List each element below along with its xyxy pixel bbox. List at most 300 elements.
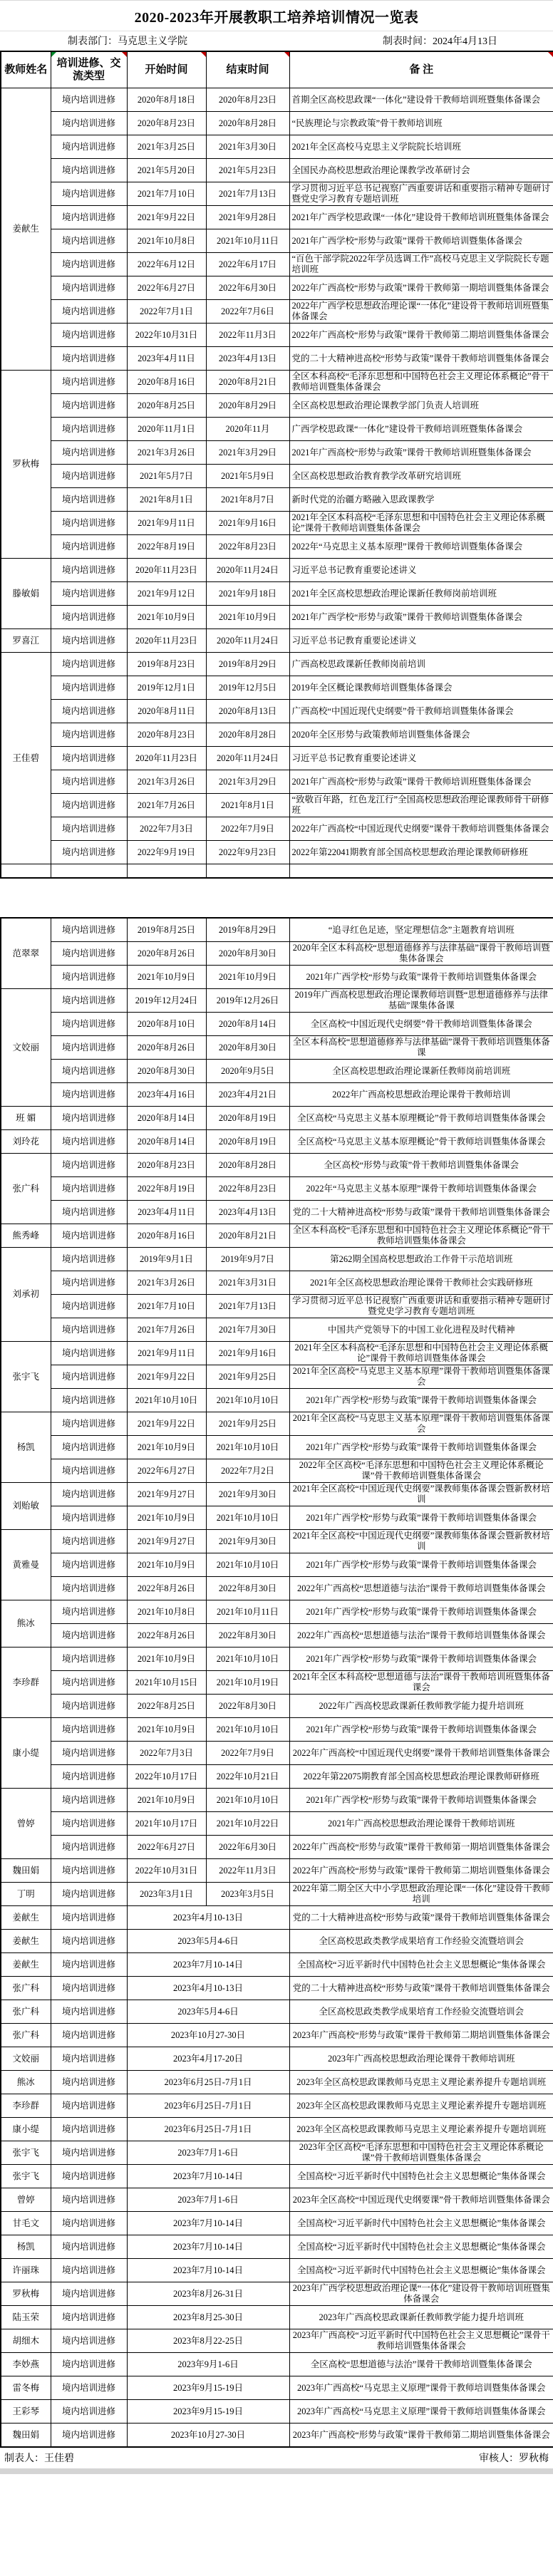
start-date-cell: 2022年7月1日 xyxy=(127,300,206,324)
start-date-cell: 2022年10月17日 xyxy=(127,1765,206,1789)
start-date-cell: 2021年10月9日 xyxy=(127,1553,206,1577)
comment-marker-icon xyxy=(284,52,289,57)
training-type-cell: 境内培训进修 xyxy=(51,676,127,700)
teacher-name-cell: 曾婷 xyxy=(1,1789,51,1859)
remark-cell: 2022年广西高校“思想道德与法治”课骨干教师培训暨集体备课会 xyxy=(289,1577,553,1600)
teacher-name-cell xyxy=(1,864,51,879)
training-type-cell: 境内培训进修 xyxy=(51,2353,127,2376)
table-row xyxy=(1,606,553,629)
training-type-cell: 境内培训进修 xyxy=(51,253,127,276)
remark-cell: 2023年广西高校“形势与政策”课骨干教师第二期培训暨集体备课会 xyxy=(289,2424,553,2448)
teacher-name-cell: 丁明 xyxy=(1,1883,51,1906)
remark-cell: 2023年全区高校思政课教师马克思主义理论素养提升专题培训班 xyxy=(289,2071,553,2094)
training-type-cell: 境内培训进修 xyxy=(51,2282,127,2306)
table-row xyxy=(1,1459,553,1483)
col-header-teacher-name: 教师姓名 xyxy=(1,51,51,88)
date-range-cell: 2023年5月4-6日 xyxy=(127,2000,289,2024)
table-row xyxy=(1,2376,553,2400)
training-type-cell: 境内培训进修 xyxy=(51,2212,127,2235)
remark-cell: 党的二十大精神进高校“形势与政策”课骨干教师培训暨集体备课会 xyxy=(289,1977,553,2000)
table-row xyxy=(1,371,553,394)
remark-cell: 2021年全区高校“马克思主义基本原理”课骨干教师培训暨集体备课会 xyxy=(289,1412,553,1436)
training-type-cell: 境内培训进修 xyxy=(51,989,127,1013)
table-row xyxy=(1,2024,553,2047)
training-type-cell: 境内培训进修 xyxy=(51,2400,127,2424)
start-date-cell: 2021年10月9日 xyxy=(127,1789,206,1812)
remark-cell: 2020年全区形势与政策教师培训暨集体备课会 xyxy=(289,723,553,747)
end-date-cell: 2021年9月18日 xyxy=(206,582,289,606)
training-type-cell: 境内培训进修 xyxy=(51,2235,127,2259)
end-date-cell: 2021年10月11日 xyxy=(206,1600,289,1624)
remark-cell: 2023年广西高校“马克思主义原理”课骨干教师培训暨集体备课会 xyxy=(289,2400,553,2424)
training-type-cell: 境内培训进修 xyxy=(51,700,127,723)
training-type-cell: 境内培训进修 xyxy=(51,1577,127,1600)
training-type-cell: 境内培训进修 xyxy=(51,2047,127,2071)
remark-cell: 2021年广西学校思政课“一体化”建设骨干教师培训班暨集体备课会 xyxy=(289,206,553,229)
table-row xyxy=(1,1130,553,1154)
remark-cell: 2021年广西学校“形势与政策”课骨干教师培训暨集体备课会 xyxy=(289,1436,553,1459)
teacher-name-cell: 张广科 xyxy=(1,1154,51,1224)
table-row xyxy=(1,653,553,676)
start-date-cell: 2021年5月7日 xyxy=(127,465,206,488)
remark-cell: 全区高校“形势与政策”骨干教师培训暨集体备课会 xyxy=(289,1154,553,1177)
start-date-cell: 2022年10月31日 xyxy=(127,1859,206,1883)
start-date-cell: 2021年10月15日 xyxy=(127,1671,206,1695)
remark-cell: 2021年全区高校马克思主义学院院长培训班 xyxy=(289,135,553,159)
end-date-cell: 2021年10月9日 xyxy=(206,966,289,989)
training-table-1 xyxy=(0,51,553,879)
start-date-cell: 2021年3月25日 xyxy=(127,135,206,159)
table-row xyxy=(1,817,553,841)
remark-cell: 全区本科高校“毛泽东思想和中国特色社会主义理论体系概论”骨干教师培训暨集体备课会 xyxy=(289,371,553,394)
remark-cell: 2022年第22041期教育部全国高校思想政治理论课教师研修班 xyxy=(289,841,553,864)
end-date-cell: 2020年8月29日 xyxy=(206,394,289,418)
training-table-block-2 xyxy=(0,917,553,2448)
date-range-cell: 2023年7月1-6日 xyxy=(127,2141,289,2165)
end-date-cell: 2022年7月9日 xyxy=(206,817,289,841)
teacher-name-cell: 张宇飞 xyxy=(1,2141,51,2165)
training-type-cell: 境内培训进修 xyxy=(51,1859,127,1883)
teacher-name-cell: 张宇飞 xyxy=(1,2165,51,2188)
remark-cell: 2023年广西学校思想政治理论课“一体化”建设骨干教师培训班暨集体备课会 xyxy=(289,2282,553,2306)
training-type-cell: 境内培训进修 xyxy=(51,1412,127,1436)
start-date-cell: 2022年9月19日 xyxy=(127,841,206,864)
table-row xyxy=(1,1812,553,1836)
training-type-cell: 境内培训进修 xyxy=(51,747,127,770)
date-range-cell: 2023年6月25日-7月1日 xyxy=(127,2071,289,2094)
teacher-name-cell: 刘玲花 xyxy=(1,1130,51,1154)
end-date-cell: 2021年5月23日 xyxy=(206,159,289,182)
teacher-name-cell: 杨凯 xyxy=(1,2235,51,2259)
start-date-cell: 2020年11月1日 xyxy=(127,418,206,441)
table-row xyxy=(1,1154,553,1177)
end-date-cell: 2021年3月29日 xyxy=(206,441,289,465)
remark-cell xyxy=(289,864,553,879)
remark-cell: 2021年广西高校“形势与政策”课骨干教师培训班暨集体备课会 xyxy=(289,441,553,465)
date-range-cell: 2023年10月27-30日 xyxy=(127,2424,289,2448)
end-date-cell: 2022年7月2日 xyxy=(206,1459,289,1483)
training-type-cell: 境内培训进修 xyxy=(51,1930,127,1953)
end-date-cell: 2022年8月23日 xyxy=(206,535,289,559)
table-row xyxy=(1,770,553,794)
training-type-cell: 境内培训进修 xyxy=(51,1506,127,1530)
training-type-cell: 境内培训进修 xyxy=(51,1718,127,1742)
remark-cell: 全区本科高校“毛泽东思想和中国特色社会主义理论体系概论”骨干教师培训暨集体备课会 xyxy=(289,1224,553,1248)
end-date-cell: 2021年10月22日 xyxy=(206,1812,289,1836)
table-row xyxy=(1,2141,553,2165)
training-type-cell: 境内培训进修 xyxy=(51,159,127,182)
teacher-name-cell: 罗秋梅 xyxy=(1,2282,51,2306)
start-date-cell: 2021年10月9日 xyxy=(127,606,206,629)
table-row xyxy=(1,1530,553,1553)
table-row xyxy=(1,2071,553,2094)
start-date-cell: 2022年8月19日 xyxy=(127,535,206,559)
table-row xyxy=(1,1412,553,1436)
start-date-cell: 2020年8月30日 xyxy=(127,1060,206,1083)
remark-cell: 全国高校“习近平新时代中国特色社会主义思想概论”集体备课会 xyxy=(289,2259,553,2282)
remark-cell: 2022年广西高校“形势与政策”课骨干教师第二期培训暨集体备课会 xyxy=(289,324,553,347)
table-row xyxy=(1,1624,553,1647)
table-row xyxy=(1,2212,553,2235)
teacher-name-cell: 黄雅曼 xyxy=(1,1530,51,1600)
end-date-cell: 2022年11月3日 xyxy=(206,324,289,347)
training-type-cell: 境内培训进修 xyxy=(51,1318,127,1342)
table-row xyxy=(1,1695,553,1718)
end-date-cell: 2021年10月9日 xyxy=(206,606,289,629)
teacher-name-cell: 张广科 xyxy=(1,2000,51,2024)
start-date-cell: 2020年8月11日 xyxy=(127,700,206,723)
teacher-name-cell: 罗喜江 xyxy=(1,629,51,653)
training-type-cell: 境内培训进修 xyxy=(51,2306,127,2329)
remark-cell: “百色干部学院2022年学员选调工作”高校马克思主义学院院长专题培训班 xyxy=(289,253,553,276)
table-row xyxy=(1,276,553,300)
remark-cell: 2022年“马克思主义基本原理”课骨干教师培训暨集体备课会 xyxy=(289,535,553,559)
end-date-cell: 2021年10月11日 xyxy=(206,229,289,253)
teacher-name-cell: 曾婷 xyxy=(1,2188,51,2212)
remark-cell: 2020年全区本科高校“思想道德修养与法律基础”课骨干教师培训暨集体备课会 xyxy=(289,942,553,966)
table-row xyxy=(1,2094,553,2118)
remark-cell: 全国高校“习近平新时代中国特色社会主义思想概论”集体备课会 xyxy=(289,1953,553,1977)
start-date-cell: 2021年10月9日 xyxy=(127,1506,206,1530)
start-date-cell: 2021年10月9日 xyxy=(127,1718,206,1742)
start-date-cell: 2021年7月10日 xyxy=(127,182,206,206)
date-range-cell: 2023年4月10-13日 xyxy=(127,1977,289,2000)
table-row xyxy=(1,1107,553,1130)
start-date-cell: 2019年8月23日 xyxy=(127,653,206,676)
table-row xyxy=(1,1930,553,1953)
training-type-cell: 境内培训进修 xyxy=(51,512,127,535)
start-date-cell: 2023年4月16日 xyxy=(127,1083,206,1107)
training-type-cell: 境内培训进修 xyxy=(51,1977,127,2000)
end-date-cell: 2020年8月19日 xyxy=(206,1130,289,1154)
start-date-cell: 2020年8月16日 xyxy=(127,1224,206,1248)
training-type-cell: 境内培训进修 xyxy=(51,1436,127,1459)
teacher-name-cell: 刘贻敏 xyxy=(1,1483,51,1530)
table-row xyxy=(1,1060,553,1083)
remark-cell: 2021年广西学校“形势与政策”课骨干教师培训暨集体备课会 xyxy=(289,1647,553,1671)
training-type-cell: 境内培训进修 xyxy=(51,1389,127,1412)
table-row xyxy=(1,253,553,276)
table-row xyxy=(1,2000,553,2024)
training-type-cell: 境内培训进修 xyxy=(51,1530,127,1553)
end-date-cell: 2020年8月28日 xyxy=(206,112,289,135)
start-date-cell: 2019年12月24日 xyxy=(127,989,206,1013)
remark-cell: 全区高校“中国近现代史纲要”骨干教师培训暨集体备课会 xyxy=(289,1013,553,1036)
table-row xyxy=(1,1177,553,1201)
date-range-cell: 2023年9月15-19日 xyxy=(127,2376,289,2400)
remark-cell: 2021年广西学校“形势与政策”课骨干教师培训暨集体备课会 xyxy=(289,1506,553,1530)
table-row xyxy=(1,112,553,135)
teacher-name-cell: 文姣丽 xyxy=(1,2047,51,2071)
comment-marker-icon xyxy=(548,52,553,57)
teacher-name-cell: 张宇飞 xyxy=(1,1342,51,1412)
table-row xyxy=(1,1859,553,1883)
training-type-cell: 境内培训进修 xyxy=(51,371,127,394)
end-date-cell: 2021年10月10日 xyxy=(206,1718,289,1742)
training-type-cell: 境内培训进修 xyxy=(51,2024,127,2047)
start-date-cell: 2023年4月11日 xyxy=(127,347,206,371)
remark-cell: 全区高校“马克思主义基本原理概论”骨干教师培训暨集体备课会 xyxy=(289,1130,553,1154)
training-type-cell: 境内培训进修 xyxy=(51,1483,127,1506)
table-row xyxy=(1,418,553,441)
start-date-cell: 2021年10月8日 xyxy=(127,229,206,253)
table-row xyxy=(1,182,553,206)
start-date-cell: 2021年9月12日 xyxy=(127,582,206,606)
table-row xyxy=(1,1671,553,1695)
teacher-name-cell: 张广科 xyxy=(1,2024,51,2047)
remark-cell: 2022年广西高校思想政治理论课骨干教师培训 xyxy=(289,1083,553,1107)
start-date-cell: 2022年10月31日 xyxy=(127,324,206,347)
training-type-cell: 境内培训进修 xyxy=(51,559,127,582)
table-row xyxy=(1,2047,553,2071)
remark-cell: 2021年全区高校“马克思主义基本原理”课骨干教师培训暨集体备课会 xyxy=(289,1365,553,1389)
table-row xyxy=(1,1083,553,1107)
remark-cell: 2022年广西高校“形势与政策”课骨干教师第一期培训暨集体备课会 xyxy=(289,276,553,300)
start-date-cell: 2021年10月17日 xyxy=(127,1812,206,1836)
start-date-cell xyxy=(127,864,206,879)
training-type-cell: 境内培训进修 xyxy=(51,112,127,135)
training-table-block-1 xyxy=(0,51,553,879)
table-row xyxy=(1,1036,553,1060)
training-type-cell: 境内培训进修 xyxy=(51,135,127,159)
start-date-cell: 2019年9月1日 xyxy=(127,1248,206,1271)
remark-cell: 2022年广西高校思政课新任教师教学能力提升培训班 xyxy=(289,1695,553,1718)
teacher-name-cell: 李妙燕 xyxy=(1,2353,51,2376)
start-date-cell: 2022年7月3日 xyxy=(127,1742,206,1765)
end-date-cell: 2023年4月13日 xyxy=(206,347,289,371)
training-type-cell: 境内培训进修 xyxy=(51,1836,127,1859)
end-date-cell: 2021年5月9日 xyxy=(206,465,289,488)
remark-cell: 全区本科高校“思想道德修养与法律基础”课骨干教师培训暨集体备课 xyxy=(289,1036,553,1060)
end-date-cell: 2020年8月28日 xyxy=(206,1154,289,1177)
teacher-name-cell: 杨凯 xyxy=(1,1412,51,1483)
end-date-cell: 2020年8月21日 xyxy=(206,371,289,394)
training-type-cell: 境内培训进修 xyxy=(51,300,127,324)
table-row xyxy=(1,1436,553,1459)
start-date-cell: 2021年9月22日 xyxy=(127,206,206,229)
table-row xyxy=(1,1953,553,1977)
start-date-cell: 2021年10月9日 xyxy=(127,1436,206,1459)
training-type-cell: 境内培训进修 xyxy=(51,1060,127,1083)
table-row xyxy=(1,1013,553,1036)
remark-cell: 2023年全区高校“中国近现代史纲要课”骨干教师培训暨集体备课会 xyxy=(289,2188,553,2212)
teacher-name-cell: 康小缇 xyxy=(1,2118,51,2141)
training-type-cell: 境内培训进修 xyxy=(51,1624,127,1647)
table-row xyxy=(1,1883,553,1906)
remark-cell: 2021年广西高校思想政治理论课骨干教师培训班 xyxy=(289,1812,553,1836)
end-date-cell: 2021年7月30日 xyxy=(206,1318,289,1342)
table-row xyxy=(1,966,553,989)
table-row xyxy=(1,1271,553,1295)
table-row xyxy=(1,1647,553,1671)
start-date-cell: 2022年8月26日 xyxy=(127,1577,206,1600)
end-date-cell: 2020年9月5日 xyxy=(206,1060,289,1083)
table-row xyxy=(1,989,553,1013)
table-row xyxy=(1,2259,553,2282)
date-range-cell: 2023年7月10-14日 xyxy=(127,2212,289,2235)
table-row xyxy=(1,324,553,347)
table-row xyxy=(1,1789,553,1812)
start-date-cell: 2020年8月26日 xyxy=(127,1036,206,1060)
start-date-cell: 2020年8月16日 xyxy=(127,371,206,394)
table-row xyxy=(1,512,553,535)
start-date-cell: 2020年8月14日 xyxy=(127,1107,206,1130)
training-type-cell: 境内培训进修 xyxy=(51,2188,127,2212)
start-date-cell: 2021年3月26日 xyxy=(127,770,206,794)
start-date-cell: 2021年9月11日 xyxy=(127,1342,206,1365)
table-row xyxy=(1,1742,553,1765)
table-row xyxy=(1,2188,553,2212)
training-type-cell: 境内培训进修 xyxy=(51,1013,127,1036)
training-type-cell: 境内培训进修 xyxy=(51,1742,127,1765)
training-type-cell: 境内培训进修 xyxy=(51,1036,127,1060)
remark-cell: “致敬百年路，红色龙江行”全国高校思想政治理论课教师骨干研修班 xyxy=(289,794,553,817)
start-date-cell: 2022年8月26日 xyxy=(127,1624,206,1647)
training-type-cell: 境内培训进修 xyxy=(51,2118,127,2141)
table-row xyxy=(1,676,553,700)
remark-cell: 2021年广西学校“形势与政策”课骨干教师培训暨集体备课会 xyxy=(289,606,553,629)
start-date-cell: 2021年9月27日 xyxy=(127,1483,206,1506)
date-range-cell: 2023年4月17-20日 xyxy=(127,2047,289,2071)
remark-cell: 2022年第二期全区大中小学思想政治理论课“一体化”建设骨干教师培训 xyxy=(289,1883,553,1906)
remark-cell: 2021年广西学校“形势与政策”课骨干教师培训暨集体备课会 xyxy=(289,229,553,253)
date-range-cell: 2023年7月10-14日 xyxy=(127,2259,289,2282)
remark-cell: 新时代党的治疆方略融入思政课教学 xyxy=(289,488,553,512)
remark-cell: 2021年广西学校“形势与政策”课骨干教师培训暨集体备课会 xyxy=(289,1553,553,1577)
table-row xyxy=(1,441,553,465)
training-type-cell: 境内培训进修 xyxy=(51,1201,127,1224)
date-range-cell: 2023年7月10-14日 xyxy=(127,2165,289,2188)
teacher-name-cell: 姜献生 xyxy=(1,88,51,371)
table-row xyxy=(1,1389,553,1412)
end-date-cell: 2022年10月21日 xyxy=(206,1765,289,1789)
remark-cell: 2021年全区本科高校“毛泽东思想和中国特色社会主义理论体系概论”课骨干教师培训暨集体备课会 xyxy=(289,1342,553,1365)
table-row xyxy=(1,1295,553,1318)
table-row xyxy=(1,582,553,606)
end-date-cell: 2021年9月30日 xyxy=(206,1530,289,1553)
table-row xyxy=(1,1483,553,1506)
table-row xyxy=(1,1506,553,1530)
footer-reviewer: 审核人：罗秋梅 xyxy=(479,2453,549,2464)
end-date-cell: 2020年8月14日 xyxy=(206,1013,289,1036)
end-date-cell: 2023年4月13日 xyxy=(206,1201,289,1224)
training-type-cell: 境内培训进修 xyxy=(51,723,127,747)
remark-cell: 2021年全区本科高校“思想道德与法治”课骨干教师培训班暨集体备课会 xyxy=(289,1671,553,1695)
remark-cell: 2022年广西学校思想政治理论课“一体化”建设骨干教师培训班暨集体备课会 xyxy=(289,300,553,324)
footer-preparer: 制表人：王佳碧 xyxy=(4,2453,74,2464)
meta-row xyxy=(0,31,553,51)
training-type-cell: 境内培训进修 xyxy=(51,1789,127,1812)
start-date-cell: 2022年8月25日 xyxy=(127,1695,206,1718)
end-date-cell: 2020年8月30日 xyxy=(206,942,289,966)
remark-cell: 2023年全区高校思政课教师马克思主义理论素养提升专题培训班 xyxy=(289,2094,553,2118)
remark-cell: 广西高校“中国近现代史纲要”骨干教师培训暨集体备课会 xyxy=(289,700,553,723)
training-type-cell: 境内培训进修 xyxy=(51,2141,127,2165)
training-type-cell: 境内培训进修 xyxy=(51,2259,127,2282)
remark-cell: 2021年广西学校“形势与政策”课骨干教师培训暨集体备课会 xyxy=(289,966,553,989)
training-table-2 xyxy=(0,917,553,2448)
remark-cell: 2023年广西高校思政课新任教师教学能力提升培训班 xyxy=(289,2306,553,2329)
remark-cell: 党的二十大精神进高校“形势与政策”课骨干教师培训暨集体备课会 xyxy=(289,1201,553,1224)
end-date-cell: 2021年10月19日 xyxy=(206,1671,289,1695)
training-type-cell: 境内培训进修 xyxy=(51,2424,127,2448)
start-date-cell: 2020年8月14日 xyxy=(127,1130,206,1154)
remark-cell: 2023年广西高校“马克思主义原理”课骨干教师培训暨集体备课会 xyxy=(289,2376,553,2400)
end-date-cell: 2021年9月16日 xyxy=(206,1342,289,1365)
training-type-cell xyxy=(51,864,127,879)
remark-cell: 2023年广西高校“习近平新时代中国特色社会主义思想概论”课骨干教师培训暨集体备课会 xyxy=(289,2329,553,2353)
start-date-cell: 2021年3月26日 xyxy=(127,1271,206,1295)
start-date-cell: 2021年10月8日 xyxy=(127,1600,206,1624)
table-row xyxy=(1,794,553,817)
table-row xyxy=(1,2400,553,2424)
remark-cell: 2021年全区高校“中国近现代史纲要”课教师集体备课会暨新教材培训 xyxy=(289,1530,553,1553)
training-type-cell: 境内培训进修 xyxy=(51,1224,127,1248)
end-date-cell: 2021年10月10日 xyxy=(206,1436,289,1459)
end-date-cell: 2021年10月10日 xyxy=(206,1389,289,1412)
table-row xyxy=(1,723,553,747)
date-range-cell: 2023年6月25日-7月1日 xyxy=(127,2118,289,2141)
training-type-cell: 境内培训进修 xyxy=(51,629,127,653)
training-type-cell: 境内培训进修 xyxy=(51,347,127,371)
training-type-cell: 境内培训进修 xyxy=(51,1812,127,1836)
training-type-cell: 境内培训进修 xyxy=(51,817,127,841)
remark-cell: 2019年全区概论课教师培训暨集体备课会 xyxy=(289,676,553,700)
table-row xyxy=(1,942,553,966)
end-date-cell: 2020年8月13日 xyxy=(206,700,289,723)
teacher-name-cell: 康小缇 xyxy=(1,1718,51,1789)
remark-cell: 全区高校思想政治教育教学改革研究培训班 xyxy=(289,465,553,488)
training-type-cell: 境内培训进修 xyxy=(51,1647,127,1671)
training-type-cell: 境内培训进修 xyxy=(51,1154,127,1177)
table-section-gap xyxy=(0,879,553,917)
table-row xyxy=(1,841,553,864)
teacher-name-cell: 雷冬梅 xyxy=(1,2376,51,2400)
end-date-cell: 2019年12月5日 xyxy=(206,676,289,700)
remark-cell: 全国高校“习近平新时代中国特色社会主义思想概论”集体备课会 xyxy=(289,2235,553,2259)
end-date-cell: 2021年3月29日 xyxy=(206,770,289,794)
training-type-cell: 境内培训进修 xyxy=(51,942,127,966)
remark-cell: 2023年广西高校思想政治理论课骨干教师培训班 xyxy=(289,2047,553,2071)
training-type-cell: 境内培训进修 xyxy=(51,1906,127,1930)
training-type-cell: 境内培训进修 xyxy=(51,2329,127,2353)
col-header-end-time: 结束时间 xyxy=(206,51,289,88)
date-range-cell: 2023年8月22-25日 xyxy=(127,2329,289,2353)
remark-cell: 全区高校思想政治理论课新任教师岗前培训班 xyxy=(289,1060,553,1083)
training-type-cell: 境内培训进修 xyxy=(51,2165,127,2188)
training-type-cell: 境内培训进修 xyxy=(51,2071,127,2094)
remark-cell: 2023年广西高校“形势与政策”课骨干教师第二期培训暨集体备课会 xyxy=(289,2024,553,2047)
